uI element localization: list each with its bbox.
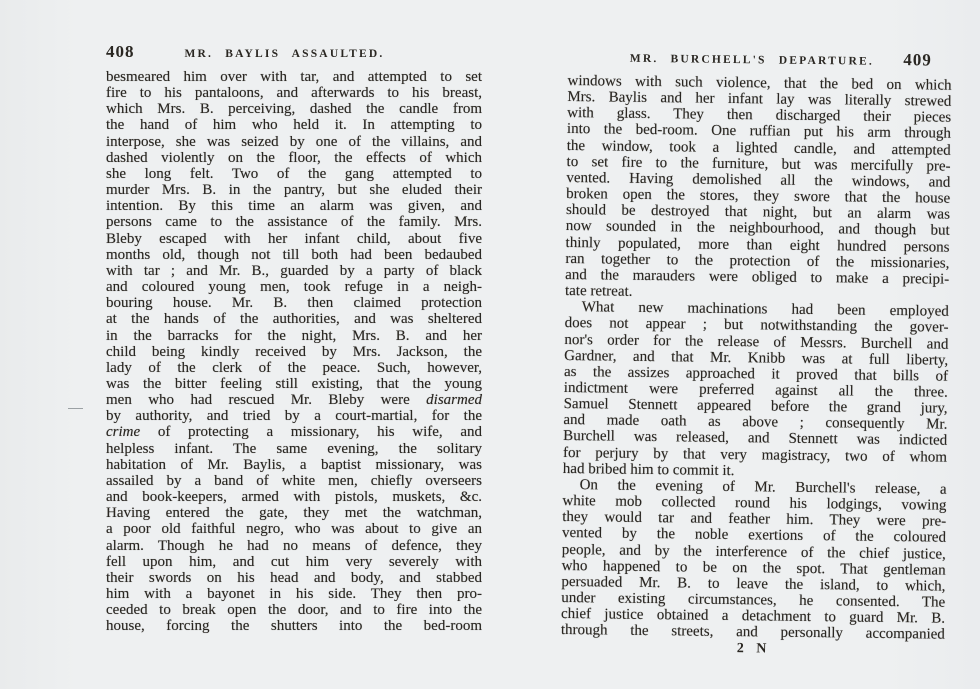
text-line: windows with such violence, that the bed on which [567,72,952,94]
text-line: under existing circumstances, he consented. The [561,589,946,611]
text-line: murder Mrs. B. in the pantry, but she eluded their [106,182,482,199]
text-line: the window, took a lighted candle, and attempted [566,137,951,159]
text-column-right [561,73,952,643]
text-line: habitation of Mr. Baylis, a baptist missionary, was [106,456,482,473]
text-line: besmeared him over with tar, and attempted to set [106,69,482,85]
text-line: him with a bayonet in his side. They then pro- [106,586,482,602]
text-line: helpless infant. The same evening, the solitary [106,440,482,457]
paragraph [561,477,947,643]
text-line: assailed by a band of white men, chiefly overseers [106,472,482,489]
text-line: as the assizes approached it proved that bills of [563,363,949,385]
text-line: vented. Having demolished all the windows, and [566,169,951,191]
page-number-left: 408 [106,42,135,61]
paragraph [563,299,949,481]
text-line: in the barracks for the night, Mrs. B. and her [106,327,482,344]
text-line: dashed violently on the floor, the effects of which [106,149,482,166]
text-line: Having entered the gate, they met the watchman, [106,505,482,522]
margin-dash-mark [68,408,83,409]
text-line: fell upon him, and cut him very severely with [106,553,482,570]
text-line: people, and by the interference of the chief justice, [561,541,946,563]
text-line: who happened to be on the spot. That gentleman [561,557,946,579]
text-line: for perjury by that very magistracy, two of whom [562,444,948,466]
text-line: fire to his pantaloons, and afterwards to his breast, [106,85,482,102]
text-line: ran together to the protection of the missionaries, [565,250,950,272]
text-line: indictment were preferred against all the three. [563,379,948,401]
text-line: Mrs. Baylis and her infant lay was literally strewed [567,89,952,110]
text-line: they would tar and feather him. They were pre- [562,509,947,530]
text-line: Samuel Stennett appeared before the grand jury, [563,396,948,417]
text-line: broken open the stores, they swore that the house [566,186,951,207]
text-line: does not appear ; but notwithstanding the gover- [564,315,949,337]
text-line: thinly populated, more than eight hundred persons [565,234,950,256]
text-line: What new machinations had been employed [581,299,949,320]
page-right [561,46,952,660]
text-line: had bribed him to commit it. [562,460,735,479]
text-line: Gardner, and that Mr. Knibb was at full liberty, [564,347,949,369]
text-line: persons came to the assistance of the family. Mrs. [106,214,482,231]
text-line: months old, though not till both had been bedaubed [106,246,482,263]
page-left [106,42,482,634]
text-column-left [106,69,482,634]
text-line: with glass. They then discharged their pieces [567,105,952,126]
text-line: persuaded Mr. B. to leave the island, to which, [561,573,946,595]
text-line: crime of protecting a missionary, his wife, and [106,424,482,441]
text-line: a poor old faithful negro, who was about to give an [106,521,482,538]
text-line: and the marauders were obliged to make a precipi- [565,266,950,288]
text-line: into the bed-room. One ruffian put his arm through [566,121,952,143]
text-line: lady of the clerk of the peace. Such, however, [106,359,482,376]
text-line: intention. By this time an alarm was given, and [106,198,482,215]
text-line: ceeded to break open the door, and to fire into the [106,602,482,619]
page-number-right: 409 [903,50,932,70]
text-line: at the hands of the authorities, and was sheltered [106,311,482,328]
paragraph [565,73,952,304]
text-line: alarm. Though he had no means of defence, they [106,537,482,554]
text-line: with tar ; and Mr. B., guarded by a party of black [106,262,482,279]
text-line: now sounded in the neighbourhood, and though but [565,218,950,240]
text-line: the hand of him who held it. In attempting to [106,117,482,134]
text-line: vented by the noble exertions of the coloured [561,525,947,547]
text-line: by authority, and tried by a court-martial, for the [106,408,482,425]
text-line: through the streets, and personally accompanied [560,622,945,643]
text-line: and book-keepers, armed with pistols, muskets, &c. [106,489,482,506]
text-line: child being kindly received by Mrs. Jackson, the [106,343,482,360]
running-title-left: MR. BAYLIS ASSAULTED. [184,48,385,60]
text-line: which Mrs. B. perceiving, dashed the candle from [106,101,482,118]
text-line: men who had rescued Mr. Bleby were disarmed [106,392,482,409]
text-line: nor's order for the release of Messrs. Burchell and [564,331,949,353]
text-line: was the bitter feeling still existing, that the young [106,375,482,392]
signature-mark: 2 N [736,641,769,657]
running-header-left [106,42,482,60]
text-line: chief justice obtained a detachment to guard Mr. B. [560,606,946,627]
running-header-right [568,46,952,69]
text-line: white mob collected round his lodgings, vowing [562,493,947,514]
running-title-right: MR. BURCHELL'S DEPARTURE. [629,52,875,68]
text-line: house, forcing the shutters into the bed-room [106,618,482,635]
text-line: to set fire to the furniture, but was mercifully pre- [566,153,951,175]
text-line: their swords on his head and body, and stabbed [106,569,482,586]
text-line: On the evening of Mr. Burchell's release, a [579,477,947,498]
text-line: bouring house. Mr. B. then claimed protection [106,295,482,312]
text-line: and coloured young men, took refuge in a neigh- [106,279,482,296]
text-line: interpose, she was seized by one of the villains, and [106,133,482,150]
text-line: tate retreat. [564,283,633,300]
paragraph [106,69,482,634]
text-line: should be destroyed that night, but an alarm was [565,202,951,223]
text-line: and made oath as above ; consequently Mr. [563,412,948,433]
text-line: Bleby escaped with her infant child, about five [106,230,482,247]
text-line: she long felt. Two of the gang attempted to [106,165,482,182]
text-line: Burchell was released, and Stennett was indicted [563,428,948,450]
